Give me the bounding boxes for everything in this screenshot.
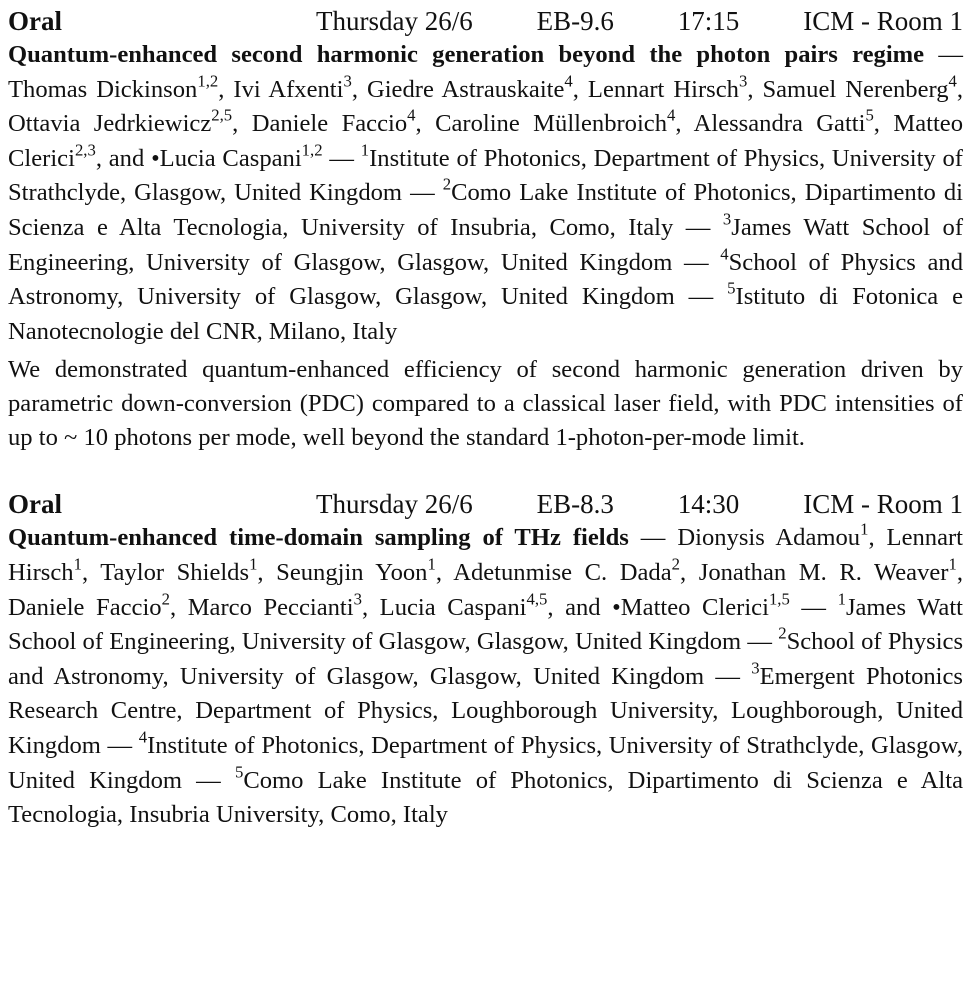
author-affiliation-ref: 3 — [353, 589, 362, 609]
schedule — [316, 4, 963, 38]
talk-abstract: We demonstrated quantum-enhanced efficiency of second harmonic generation driven by parametric down-conversion (PDC) compared to a classical laser field, with PDC intensities of up to ~ 10 photons per mode, well beyond the standard 1-photon-per-mode limit. — [8, 356, 963, 452]
talk-title: Quantum-enhanced time-domain sampling of THz fields — [8, 524, 629, 552]
author-separator: — — [322, 144, 361, 172]
author-separator: , — [680, 558, 699, 586]
author — [453, 554, 699, 586]
affiliation-number: 3 — [722, 209, 732, 229]
talk-time: 17:15 — [677, 6, 740, 36]
author-name: Ivi Afxenti — [233, 75, 344, 103]
talk-time: 14:30 — [677, 489, 740, 520]
author-separator: , — [415, 110, 436, 138]
author-affiliation-ref: 4 — [564, 71, 573, 91]
author — [587, 71, 763, 103]
affiliation-text: Institute of Photonics, Department of Physics, University of Strathclyde, Glasgow, United Kingdom — [8, 731, 963, 794]
author-name: Giedre Astrauskaite — [366, 75, 565, 103]
author-affiliation-ref: 2,5 — [211, 105, 233, 125]
author-name: Jonathan M. R. Weaver — [698, 558, 949, 586]
author — [366, 71, 588, 103]
affiliation-separator: — — [182, 766, 235, 794]
author-name: •Matteo Clerici — [612, 593, 769, 621]
author-separator: , — [218, 75, 234, 103]
talk-room: ICM - Room 1 — [803, 489, 963, 520]
author-affiliation-ref: 4 — [948, 71, 957, 91]
schedule — [316, 487, 963, 521]
author-separator: , — [169, 593, 188, 621]
author-presenting — [151, 140, 361, 172]
author — [8, 589, 188, 621]
author-affiliation-ref: 3 — [738, 71, 748, 91]
affiliation-number: 1 — [837, 589, 846, 609]
author-affiliation-ref: 3 — [343, 71, 352, 91]
author-affiliation-ref: 1 — [948, 554, 957, 574]
author-name: Taylor Shields — [100, 558, 250, 586]
talk-title: Quantum-enhanced second harmonic generation beyond the photon pairs regime — [8, 41, 925, 68]
affiliation-text: Como Lake Institute of Photonics, Dipartimento di Scienza e Alta Tecnologia, Insubria University, Como, Italy — [8, 766, 963, 829]
title-dash: — — [924, 41, 963, 68]
affiliation-text: School of Physics and Astronomy, University of Glasgow, Glasgow, United Kingdom — [8, 628, 964, 690]
author-affiliation-ref: 2 — [161, 589, 170, 609]
affiliation-separator: — — [402, 179, 443, 207]
author — [233, 71, 367, 103]
author — [100, 554, 277, 586]
affiliation-text: School of Physics and Astronomy, University of Glasgow, Glasgow, United Kingdom — [8, 248, 964, 311]
affiliation-number: 5 — [727, 278, 736, 298]
affiliation-number: 2 — [778, 623, 787, 643]
talk-room: ICM - Room 1 — [803, 6, 963, 36]
author-affiliation-ref: 4,5 — [526, 589, 548, 609]
author-name: Seungjin Yoon — [276, 558, 428, 586]
author — [698, 554, 964, 586]
affiliation-number: 3 — [751, 658, 760, 678]
affiliation-separator: — — [673, 213, 723, 241]
talk-type: Oral — [8, 6, 62, 36]
author-separator: , — [351, 75, 367, 103]
author-separator: , — [361, 593, 380, 621]
talk-code: EB-8.3 — [536, 489, 614, 520]
session-info — [8, 487, 963, 521]
author-separator: , — [81, 558, 101, 586]
author — [276, 554, 454, 586]
author-name: Thomas Dickinson — [8, 75, 198, 103]
author-affiliation-ref: 1 — [249, 554, 258, 574]
affiliation-separator: — — [100, 731, 139, 759]
author-separator: , — [873, 110, 894, 138]
affiliation-text: James Watt School of Engineering, University of Glasgow, Glasgow, United Kingdom — [8, 593, 963, 656]
author-separator: , — [747, 75, 763, 103]
author-presenting — [612, 589, 838, 621]
talk-day: Thursday 26/6 — [316, 6, 473, 36]
author-separator: , — [868, 524, 887, 552]
author-name: Marco Peccianti — [187, 593, 354, 621]
talk-entry — [8, 487, 963, 832]
author-name: Daniele Faccio — [251, 110, 408, 138]
author-name: Lucia Caspani — [379, 593, 527, 621]
author-affiliation-ref: 4 — [407, 105, 416, 125]
author — [8, 105, 252, 138]
affiliation-list — [8, 589, 964, 829]
author-separator: , — [435, 558, 454, 586]
affiliation-separator: — — [741, 628, 779, 656]
author-affiliation-ref: 1 — [73, 554, 82, 574]
author-affiliation-ref: 2 — [671, 554, 681, 574]
author-affiliation-ref: 5 — [865, 105, 874, 125]
author-separator: — — [789, 593, 838, 621]
author — [762, 71, 964, 103]
author-affiliation-ref: 2,3 — [74, 140, 96, 160]
author — [693, 105, 894, 138]
author-separator: , — [232, 110, 252, 138]
affiliation-text: Institute of Photonics, Department of Physics, University of Strathclyde, Glasgow, United Kingdom — [8, 144, 963, 207]
talk-type: Oral — [8, 489, 62, 520]
author-name: Ottavia Jedrkiewicz — [8, 110, 212, 138]
talk-day: Thursday 26/6 — [316, 489, 473, 520]
talk-code: EB-9.6 — [536, 6, 614, 36]
talk-header — [8, 38, 963, 349]
author — [187, 589, 380, 621]
affiliation-number: 4 — [138, 727, 148, 747]
author-separator: , — [956, 558, 964, 586]
session-info — [8, 4, 963, 38]
affiliation-text: Istituto di Fotonica e Nanotecnologie del CNR, Milano, Italy — [8, 283, 963, 345]
author-affiliation-ref: 1,5 — [768, 589, 790, 609]
author-name: Adetunmise C. Dada — [453, 558, 672, 586]
affiliation-text: Emergent Photonics Research Centre, Department of Physics, Loughborough University, Loughborough, United Kingdom — [8, 662, 963, 759]
author-separator: , — [675, 110, 694, 138]
affiliation-number: 5 — [234, 762, 244, 782]
author — [8, 71, 234, 103]
title-dash: — — [628, 524, 678, 552]
author-separator: , and — [95, 144, 152, 172]
talk-header — [8, 521, 963, 832]
affiliation-number: 1 — [360, 140, 370, 160]
affiliation-text: Como Lake Institute of Photonics, Dipartimento di Scienza e Alta Tecnologia, University of Insubria, Como, Italy — [8, 179, 963, 241]
author-separator: , and — [547, 593, 613, 621]
affiliation-text: James Watt School of Engineering, University of Glasgow, Glasgow, United Kingdom — [8, 213, 964, 276]
author — [677, 519, 887, 552]
author-name: •Lucia Caspani — [151, 144, 302, 172]
author-affiliation-ref: 4 — [667, 105, 676, 125]
author-name: Lennart Hirsch — [587, 75, 739, 103]
affiliation-number: 2 — [442, 175, 452, 195]
author-affiliation-ref: 1,2 — [301, 140, 323, 160]
author-affiliation-ref: 1 — [860, 519, 869, 539]
author-affiliation-ref: 1 — [427, 554, 436, 574]
talk-entry — [8, 4, 963, 455]
author-separator: , — [956, 75, 964, 103]
author-name: Alessandra Gatti — [693, 110, 866, 138]
affiliation-separator: — — [674, 283, 728, 311]
affiliation-separator: — — [672, 248, 721, 276]
author-separator: , — [257, 558, 277, 586]
author-affiliation-ref: 1,2 — [197, 71, 219, 91]
author-name: Samuel Nerenberg — [762, 75, 949, 103]
affiliation-separator: — — [704, 662, 752, 690]
author — [435, 105, 694, 138]
affiliation-number: 4 — [720, 244, 729, 264]
author-name: Matteo Clerici — [8, 110, 964, 172]
author-name: Caroline Müllenbroich — [435, 110, 668, 138]
author-separator: , — [572, 75, 588, 103]
author-name: Dionysis Adamou — [677, 524, 861, 552]
author — [251, 105, 436, 138]
author-name: Lennart Hirsch — [8, 524, 964, 586]
author-name: Daniele Faccio — [8, 593, 162, 621]
author — [379, 589, 613, 621]
